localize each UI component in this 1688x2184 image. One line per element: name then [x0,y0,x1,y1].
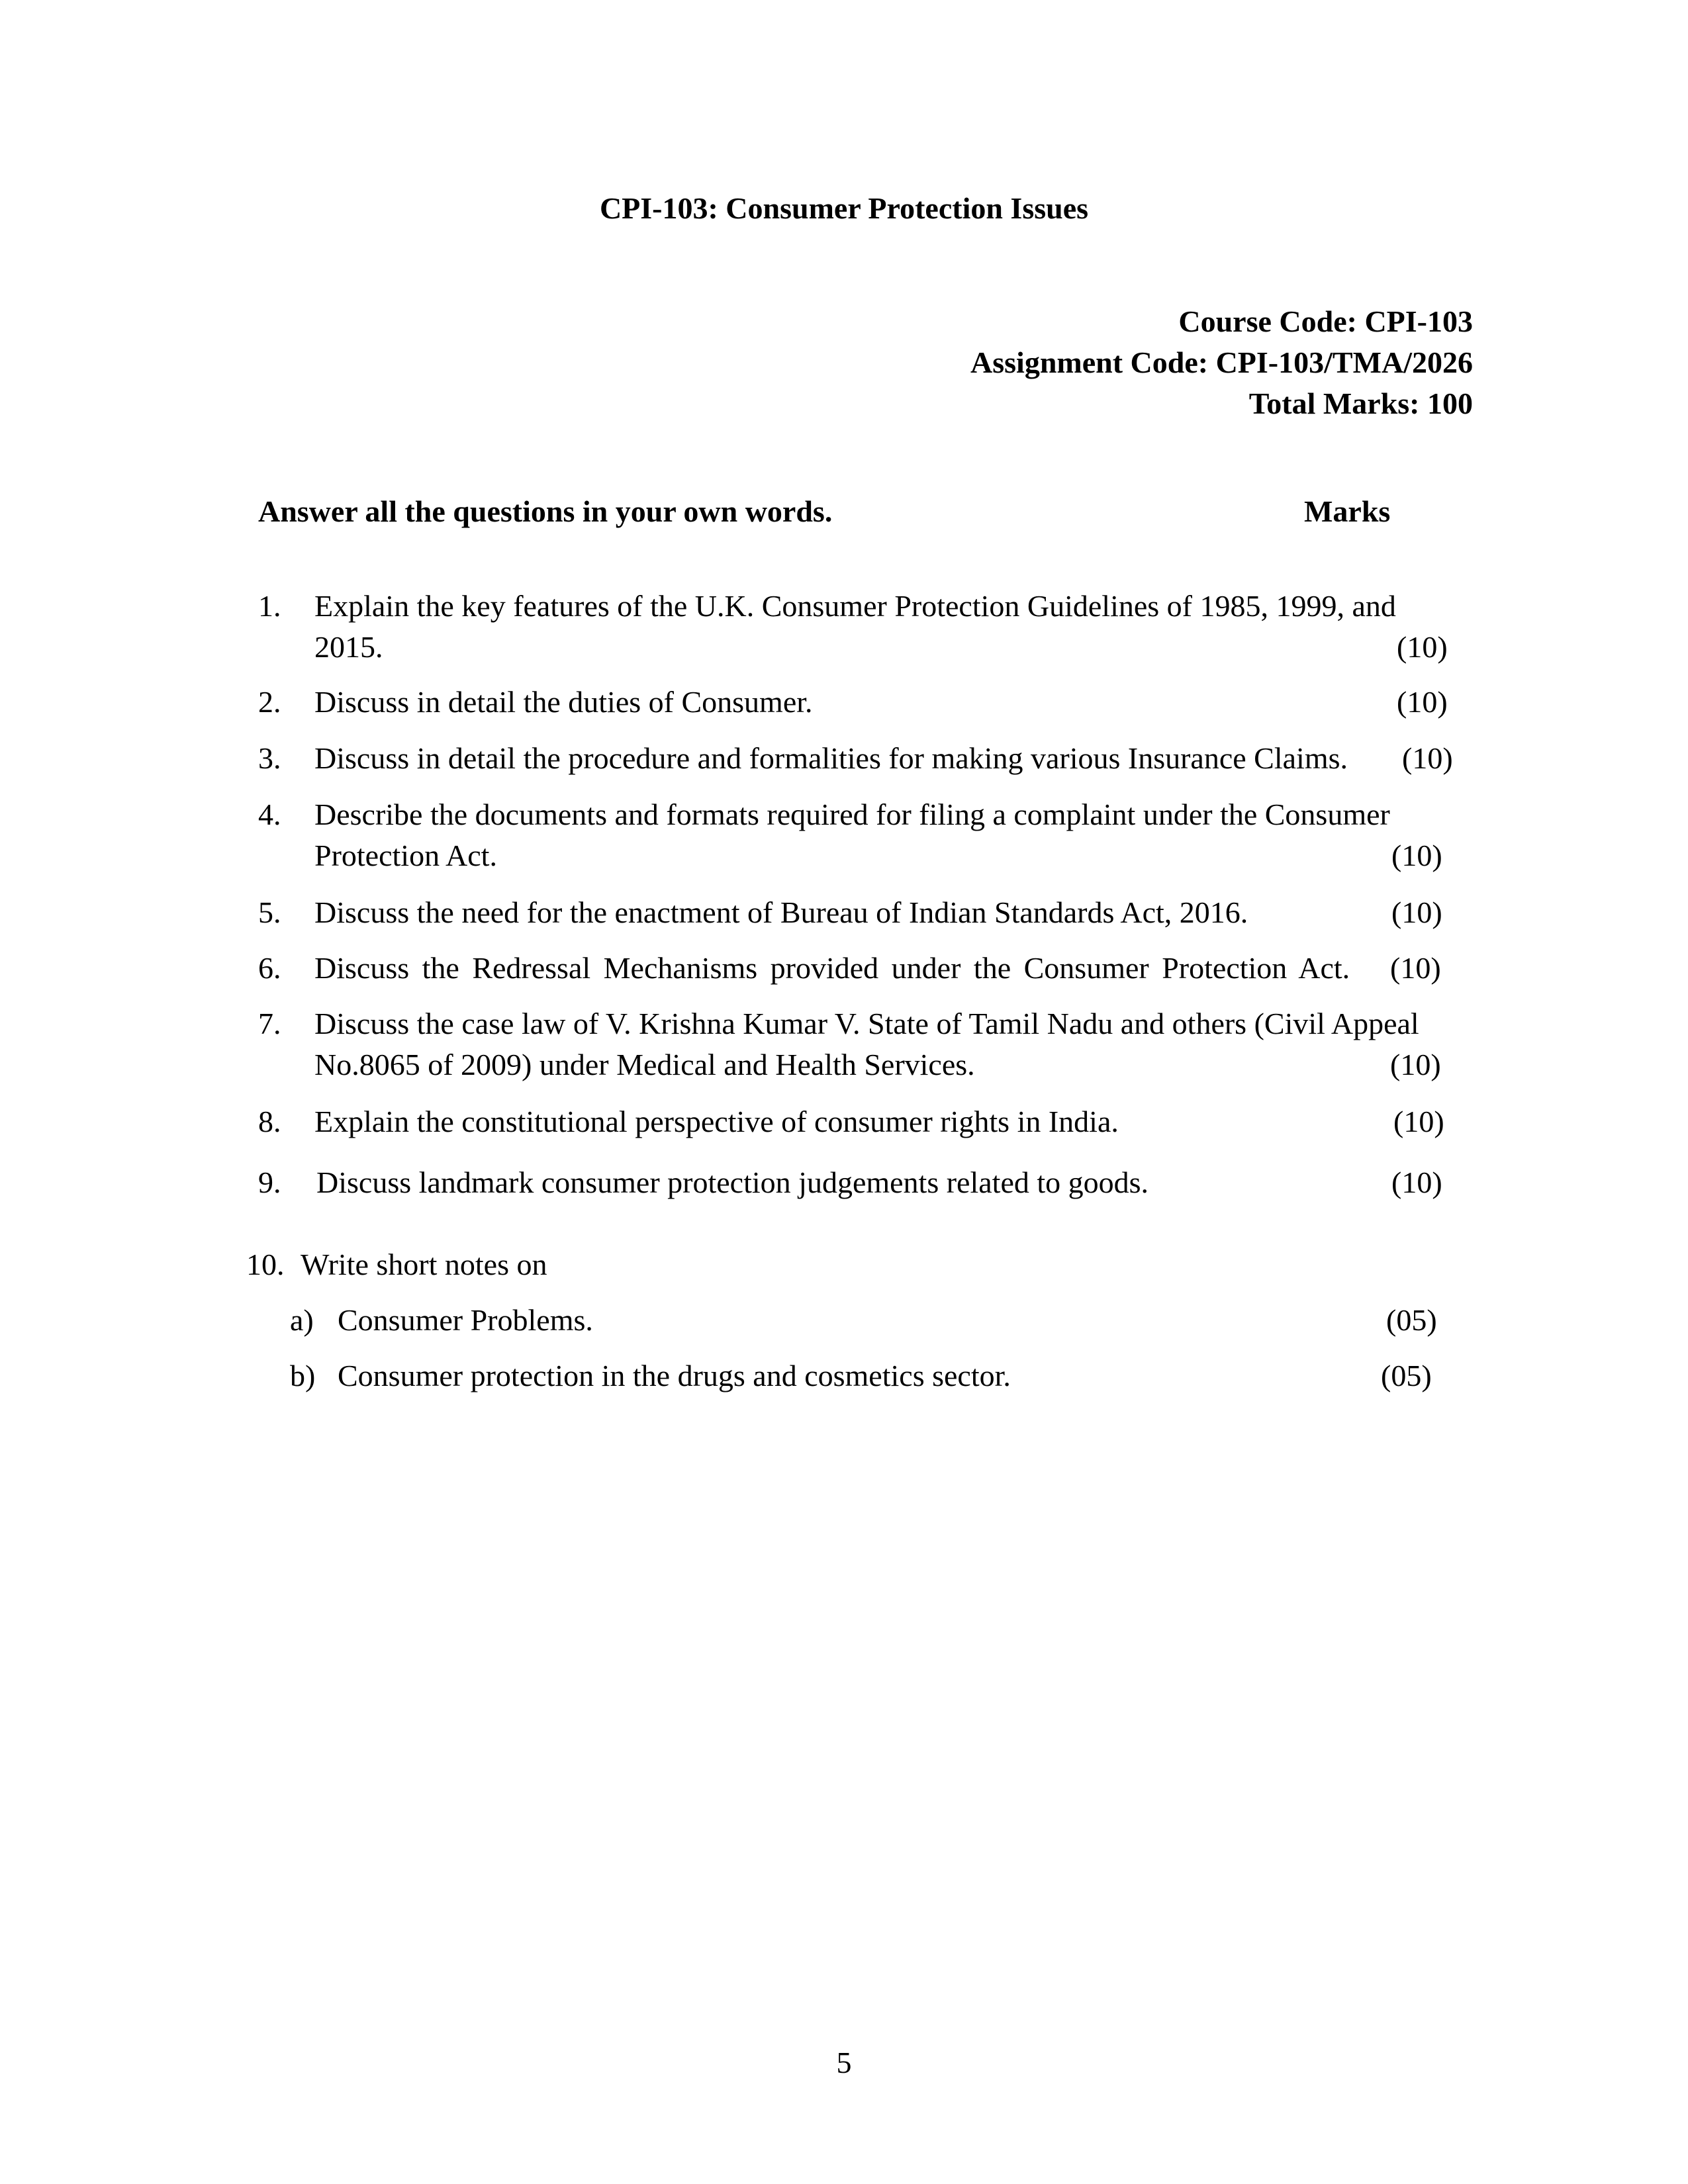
question-line: Explain the key features of the U.K. Consumer Protection Guidelines of 1985, 1999, and [314,589,1396,623]
question-item [258,738,1470,779]
sub-question-marks: (05) [1381,1359,1432,1392]
question-number: 6. [258,951,281,985]
question-item [258,794,1470,876]
question-line: No.8065 of 2009) under Medical and Health Services. [314,1048,975,1081]
question-marks: (10) [1397,685,1448,719]
question-item [258,586,1470,668]
assignment-meta [970,301,1473,424]
question-number: 3. [258,741,281,775]
question-text: Discuss in detail the duties of Consumer. [314,685,813,719]
sub-question-text: Consumer Problems. [338,1303,593,1337]
assignment-code: Assignment Code: CPI-103/TMA/2026 [970,345,1473,379]
course-code: Course Code: CPI-103 [1178,304,1473,338]
question-marks: (10) [1391,839,1442,872]
question-number: 10. [246,1248,285,1281]
question-line: 2015. [314,630,383,664]
sub-question-marks: (05) [1386,1303,1437,1337]
question-marks: (10) [1393,1105,1444,1138]
sub-question-item [290,1355,1481,1396]
question-number: 2. [258,685,281,719]
marks-header: Marks [1304,494,1391,528]
question-number: 1. [258,589,281,623]
question-text [314,794,1453,876]
question-item [258,892,1470,933]
question-number: 4. [258,797,281,831]
question-text: Discuss in detail the procedure and formalities for making various Insurance Claims. [314,741,1348,775]
question-line: Discuss the case law of V. Krishna Kumar V. State of Tamil Nadu and others (Civil Appeal [314,1007,1419,1040]
question-item [258,948,1470,989]
question-item [246,1244,1471,1285]
question-text [314,1003,1453,1085]
instruction-row [258,493,1436,530]
question-number: 8. [258,1105,281,1138]
question-number: 9. [258,1165,281,1199]
question-number: 5. [258,895,281,929]
sub-question-label: b) [290,1359,316,1392]
question-text: Discuss the Redressal Mechanisms provided under the Consumer Protection Act. [314,951,1350,985]
sub-question-text: Consumer protection in the drugs and cosmetics sector. [338,1359,1011,1392]
instruction-text: Answer all the questions in your own words. [258,494,833,528]
question-line: Protection Act. [314,839,497,872]
question-item [258,1003,1470,1085]
sub-question-label: a) [290,1303,314,1337]
question-text: Discuss the need for the enactment of Bureau of Indian Standards Act, 2016. [314,895,1248,929]
question-marks: (10) [1390,1048,1441,1081]
question-marks: (10) [1391,895,1442,929]
page-number: 5 [836,2046,852,2079]
question-item [258,682,1470,723]
sub-question-item [290,1300,1481,1341]
question-marks: (10) [1390,951,1441,985]
total-marks: Total Marks: 100 [1248,387,1473,420]
question-number: 7. [258,1007,281,1040]
question-line: Describe the documents and formats required for filing a complaint under the Consumer [314,797,1390,831]
question-item [258,1162,1470,1203]
question-text [314,586,1453,668]
question-text: Discuss landmark consumer protection judgements related to goods. [316,1165,1149,1199]
question-marks: (10) [1391,1165,1442,1199]
question-item [258,1101,1470,1142]
question-text: Write short notes on [301,1248,547,1281]
question-marks: (10) [1397,630,1448,664]
question-text: Explain the constitutional perspective of consumer rights in India. [314,1105,1119,1138]
question-marks: (10) [1402,741,1453,775]
page-title: CPI-103: Consumer Protection Issues [599,191,1089,225]
